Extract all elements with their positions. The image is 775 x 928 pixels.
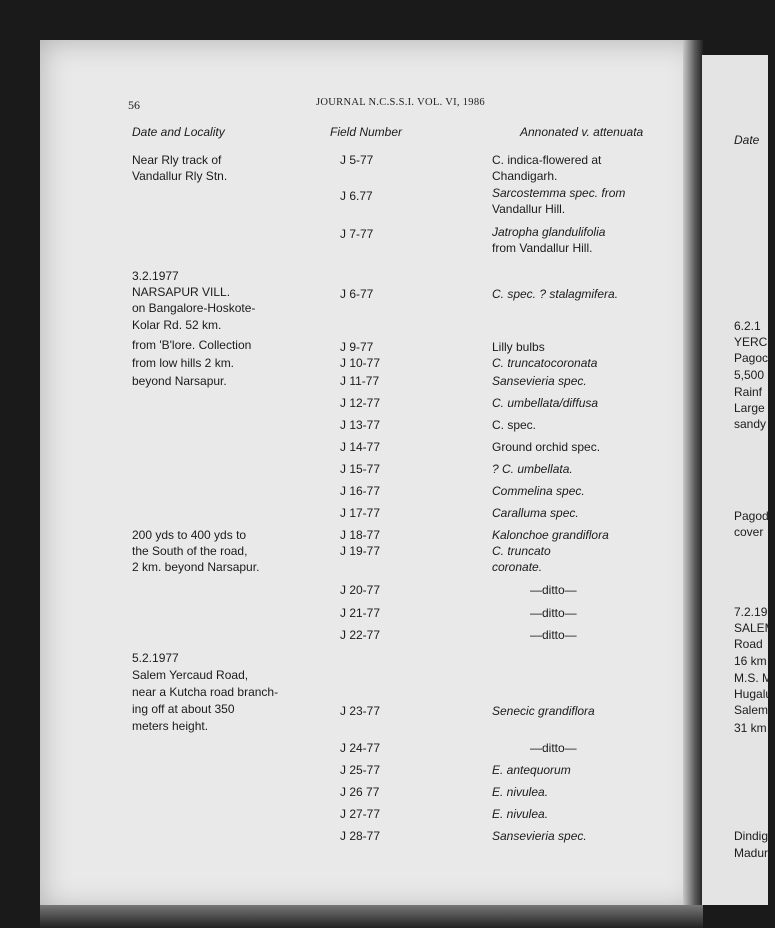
facing-page-text: 7.2.19: [734, 605, 768, 619]
facing-page-text: 31 km: [734, 721, 767, 735]
annotation-line: C. truncatocoronata: [492, 356, 598, 370]
facing-page-text: 16 km: [734, 654, 767, 668]
field-number: J 14-77: [340, 440, 381, 454]
annotation-line: E. nivulea.: [492, 807, 549, 821]
locality-line: the South of the road,: [132, 544, 248, 558]
page-bottom-edge: [40, 905, 703, 928]
annotation-line: E. antequorum: [492, 763, 571, 777]
facing-page-text: Large: [734, 401, 765, 415]
annotation-line: Sansevieria spec.: [492, 374, 587, 388]
facing-page-text: Date: [734, 133, 760, 147]
field-number: J 21-77: [340, 606, 381, 620]
locality-line: ing off at about 350: [132, 702, 235, 716]
locality-line: from low hills 2 km.: [132, 356, 235, 370]
facing-page-text: sandy: [734, 417, 767, 431]
annotation-line: Sarcostemma spec. from: [492, 186, 626, 200]
locality-line: Salem Yercaud Road,: [132, 668, 249, 682]
field-number: J 15-77: [340, 462, 381, 476]
book-spine: [683, 40, 703, 910]
facing-page-text: M.S. M: [734, 671, 772, 685]
field-number: J 6-77: [340, 287, 374, 301]
field-number: J 7-77: [340, 227, 374, 241]
locality-line: near a Kutcha road branch-: [132, 685, 279, 699]
field-number: J 9-77: [340, 340, 374, 354]
facing-page-text: Madura: [734, 846, 775, 860]
annotation-line: Senecic grandiflora: [492, 704, 595, 718]
annotation-line: Commelina spec.: [492, 484, 585, 498]
annotation-line: C. spec.: [492, 418, 537, 432]
facing-page-text: Road: [734, 637, 763, 651]
locality-date: 3.2.1977: [132, 269, 179, 283]
column-header-annotated: Annonated v. attenuata: [520, 125, 644, 139]
locality-line: beyond Narsapur.: [132, 374, 227, 388]
field-number: J 10-77: [340, 356, 381, 370]
locality-line: Near Rly track of: [132, 153, 222, 167]
locality-line: 200 yds to 400 yds to: [132, 528, 247, 542]
field-number: J 27-77: [340, 807, 381, 821]
column-header-field-number: Field Number: [330, 125, 403, 139]
facing-page-text: Hugalu: [734, 687, 773, 701]
annotation-line: Ground orchid spec.: [492, 440, 601, 454]
field-number: J 16-77: [340, 484, 381, 498]
locality-line: Vandallur Rly Stn.: [132, 169, 228, 183]
annotation-line: Vandallur Hill.: [492, 202, 566, 216]
field-number: J 17-77: [340, 506, 381, 520]
facing-page-text: Pagod: [734, 509, 769, 523]
field-number: J 6.77: [340, 189, 373, 203]
annotation-line: Jatropha glandulifolia: [492, 225, 606, 239]
field-number: J 22-77: [340, 628, 381, 642]
field-number: J 18-77: [340, 528, 381, 542]
field-number: J 28-77: [340, 829, 381, 843]
annotation-ditto: —ditto—: [530, 606, 577, 620]
locality-line: on Bangalore-Hoskote-: [132, 301, 256, 315]
facing-page-text: 5,500: [734, 368, 765, 382]
facing-page-text: Salem: [734, 703, 769, 717]
journal-header: JOURNAL N.C.S.S.I. VOL. VI, 1986: [316, 97, 485, 108]
field-number: J 20-77: [340, 583, 381, 597]
annotation-ditto: —ditto—: [530, 628, 577, 642]
annotation-line: Sansevieria spec.: [492, 829, 587, 843]
locality-line: Kolar Rd. 52 km.: [132, 318, 222, 332]
field-number: J 11-77: [340, 374, 380, 388]
annotation-ditto: —ditto—: [530, 583, 577, 597]
annotation-line: C. spec. ? stalagmifera.: [492, 287, 619, 301]
locality-line: NARSAPUR VILL.: [132, 285, 231, 299]
field-number: J 12-77: [340, 396, 381, 410]
annotation-line: Lilly bulbs: [492, 340, 545, 354]
field-number: J 5-77: [340, 153, 374, 167]
field-number: J 25-77: [340, 763, 381, 777]
page-number: 56: [128, 98, 140, 112]
facing-page: [702, 55, 768, 905]
annotation-line: Chandigarh.: [492, 169, 558, 183]
annotation-line: ? C. umbellata.: [492, 462, 573, 476]
locality-line: from 'B'lore. Collection: [132, 338, 252, 352]
annotation-line: C. umbellata/diffusa: [492, 396, 599, 410]
locality-line: meters height.: [132, 719, 209, 733]
field-number: J 23-77: [340, 704, 381, 718]
facing-page-text: Dindig: [734, 829, 769, 843]
field-number: J 19-77: [340, 544, 381, 558]
field-number: J 13-77: [340, 418, 381, 432]
facing-page-text: Rainf: [734, 385, 763, 399]
facing-page-text: Pagoc: [734, 351, 769, 365]
facing-page-text: YERC: [734, 335, 768, 349]
facing-page-text: 6.2.1: [734, 319, 761, 333]
annotation-line: E. nivulea.: [492, 785, 549, 799]
locality-line: 2 km. beyond Narsapur.: [132, 560, 260, 574]
facing-page-text: cover: [734, 525, 764, 539]
annotation-line: Caralluma spec.: [492, 506, 579, 520]
annotation-ditto: —ditto—: [530, 741, 577, 755]
facing-page-text: SALEM: [734, 621, 775, 635]
locality-date: 5.2.1977: [132, 651, 179, 665]
annotation-line: Kalonchoe grandiflora: [492, 528, 609, 542]
annotation-line: C. indica-flowered at: [492, 153, 602, 167]
annotation-line: C. truncato: [492, 544, 551, 558]
field-number: J 24-77: [340, 741, 381, 755]
column-header-locality: Date and Locality: [132, 125, 225, 139]
field-number: J 26 77: [340, 785, 380, 799]
annotation-line: coronate.: [492, 560, 543, 574]
annotation-line: from Vandallur Hill.: [492, 241, 593, 255]
